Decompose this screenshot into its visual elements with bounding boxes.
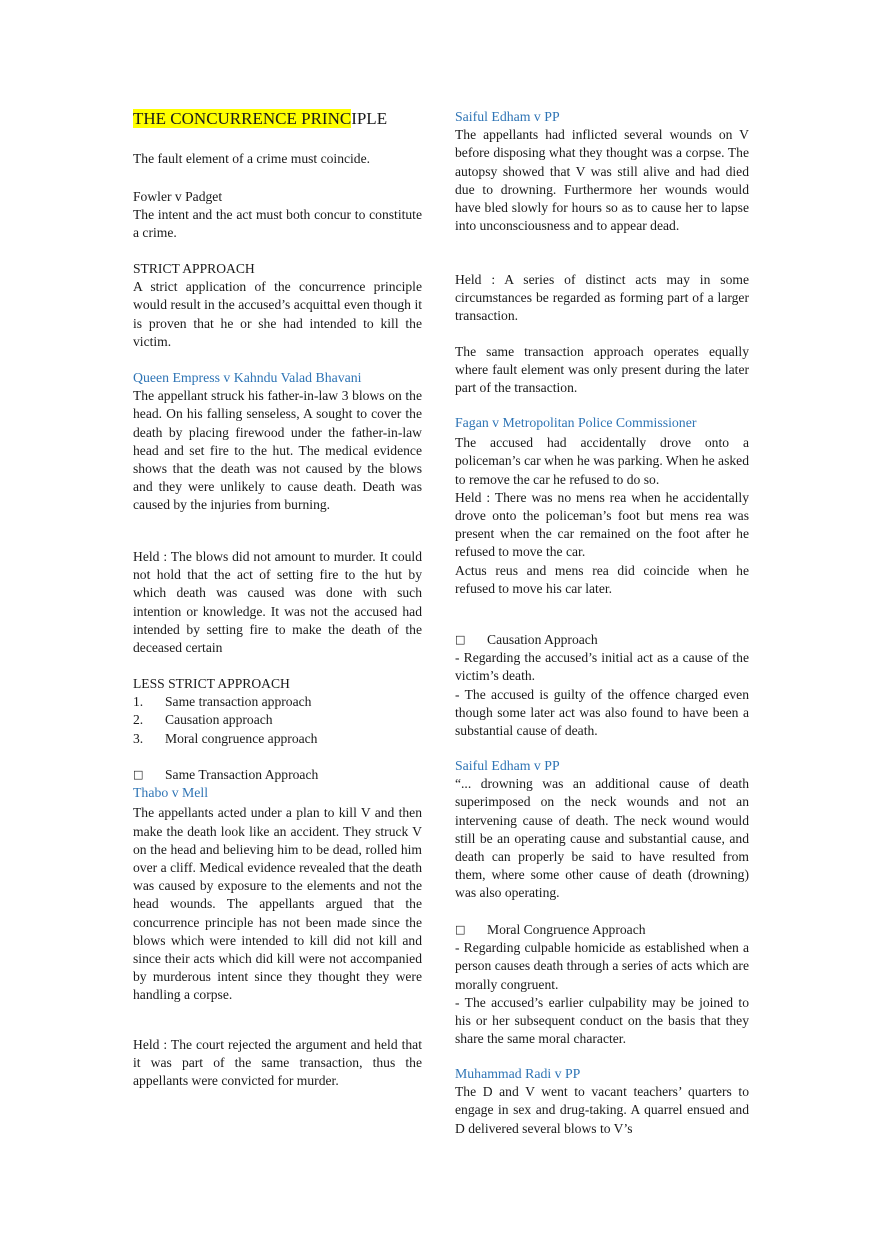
approach-list-item: 2. Causation approach bbox=[133, 712, 273, 728]
queen-empress-held: Held : The blows did not amount to murder. It could not hold that the act of setting fire to the hut by which death was caused was done with such intention or knowledge. It was not the accused had intended by setting fire to make the death of the deceased certain bbox=[133, 549, 422, 656]
fowler-case-name: Fowler v Padget bbox=[133, 189, 223, 204]
saiful-held-1: Held : A series of distinct acts may in some circumstances be regarded as forming part of a larger transaction. bbox=[455, 272, 749, 324]
causation-heading: □ Causation Approach bbox=[455, 631, 749, 649]
causation-point-1: - Regarding the accused’s initial act as a cause of the victim’s death. bbox=[455, 650, 749, 684]
moral-point-2: - The accused’s earlier culpability may be joined to his or her subsequent conduct on the basis that they share the same moral character. bbox=[455, 994, 749, 1047]
radi-case-name: Muhammad Radi v PP bbox=[455, 1066, 581, 1081]
thabo-case-text: The appellants acted under a plan to kill V and then make the death look like an accident. They struck V on the head and believing him to be dead, rolled him over a cliff. Medical evidence revealed that the death was caused by exposure to the elements and not the head wounds. The appellants argued that the concurrence principle has not been made since the blows which were intended to kill did not kill and since their acts which did kill were not accompanied by murderous intent since they thought they were handling a corpse. bbox=[133, 805, 422, 1003]
checkbox-icon: □ bbox=[455, 633, 466, 646]
strict-approach-heading: STRICT APPROACH bbox=[133, 261, 255, 276]
fagan-case-name: Fagan v Metropolitan Police Commissioner bbox=[455, 415, 697, 430]
title-rest: IPLE bbox=[351, 109, 388, 128]
fagan-case-text: The accused had accidentally drove onto a policeman’s car when he was parking. When he asked to remove the car he refused to do so. bbox=[455, 435, 749, 487]
title-highlighted: THE CONCURRENCE PRINC bbox=[133, 109, 352, 128]
saiful-case-name-1: Saiful Edham v PP bbox=[455, 109, 560, 124]
queen-empress-case-name: Queen Empress v Kahndu Valad Bhavani bbox=[133, 370, 362, 385]
less-strict-heading: LESS STRICT APPROACH bbox=[133, 676, 290, 691]
checkbox-icon: □ bbox=[133, 768, 144, 781]
checkbox-icon: □ bbox=[455, 923, 466, 936]
saiful-quote: “... drowning was an additional cause of death superimposed on the neck wounds and not an intervening cause of death. The neck wound would still be an operating cause and substantial cause, and death can properly be said to have resulted from them, where some other cause of death (drowning) was also operating. bbox=[455, 776, 749, 901]
fagan-conclusion: Actus reus and mens rea did coincide when he refused to move his car later. bbox=[455, 562, 749, 596]
page-title bbox=[133, 108, 422, 130]
thabo-case-name: Thabo v Mell bbox=[133, 785, 209, 801]
intro-text: The fault element of a crime must coincide. bbox=[133, 151, 371, 166]
moral-point-1: - Regarding culpable homicide as established when a person causes death through a series of acts which are morally congruent. bbox=[455, 940, 749, 992]
radi-case-text: The D and V went to vacant teachers’ quarters to engage in sex and drug-taking. A quarrel ensued and D delivered several blows to V’s bbox=[455, 1084, 749, 1136]
approach-list-item: 1. Same transaction approach bbox=[133, 694, 312, 710]
queen-empress-case-text: The appellant struck his father-in-law 3 blows on the head. On his falling senseless, A sought to cover the death by placing firewood under the father-in-law head and set fire to the hut. The medical evidence shows that the death was not caused by the blows and they were unlikely to cause death. Death was caused by the injuries from burning. bbox=[133, 388, 422, 513]
same-transaction-note: The same transaction approach operates equally where fault element was only present during the later part of the transaction. bbox=[455, 344, 749, 396]
fagan-held: Held : There was no mens rea when he accidentally drove onto the policeman’s foot but mens rea was present when the car remained on the foot after he refused to move the car. bbox=[455, 489, 749, 560]
moral-congruence-heading: □ Moral Congruence Approach bbox=[455, 921, 749, 939]
thabo-held: Held : The court rejected the argument and held that it was part of the same transaction, thus the appellants were convicted for murder. bbox=[133, 1037, 422, 1089]
same-transaction-heading: □ Same Transaction Approach bbox=[133, 766, 422, 784]
saiful-case-text-1: The appellants had inflicted several wounds on V before disposing what they thought was a corpse. The autopsy showed that V was still alive and had died due to drowning. Furthermore her wounds would have bled slowly for hours so as to cause her to lapse into unconsciousness and to appear dead. bbox=[455, 127, 749, 234]
saiful-case-name-2: Saiful Edham v PP bbox=[455, 758, 560, 773]
causation-point-2: - The accused is guilty of the offence charged even though some later act was also found to have been a substantial cause of death. bbox=[455, 686, 749, 739]
approach-list-item: 3. Moral congruence approach bbox=[133, 730, 318, 746]
fowler-case-text: The intent and the act must both concur to constitute a crime. bbox=[133, 207, 422, 241]
strict-approach-text: A strict application of the concurrence principle would result in the accused’s acquittal even though it is proven that he or she had intended to kill the victim. bbox=[133, 279, 422, 349]
